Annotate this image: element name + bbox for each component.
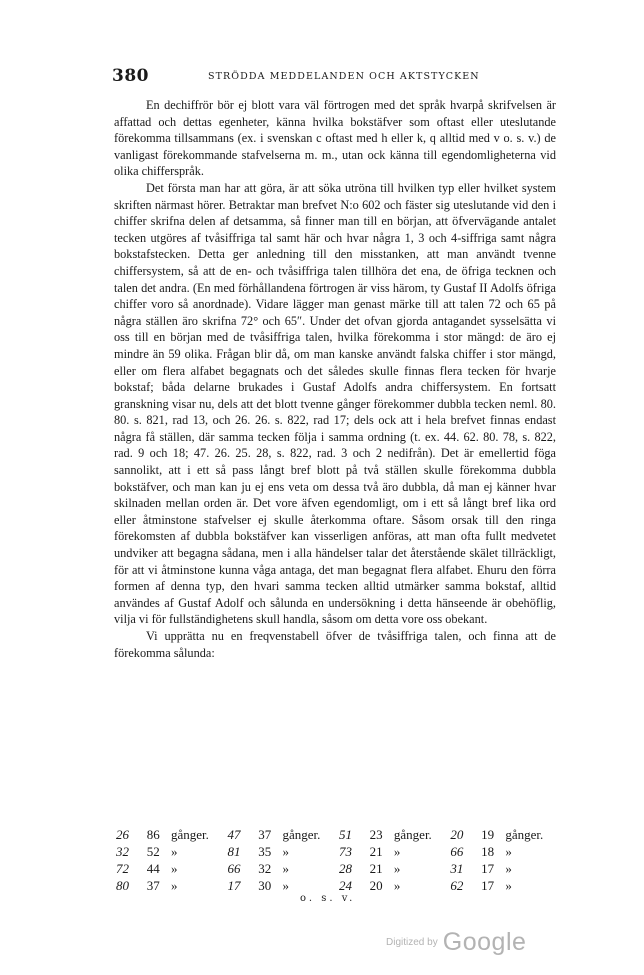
cipher-code: 26 bbox=[116, 826, 129, 842]
frequency-table bbox=[114, 826, 560, 894]
cipher-unit: » bbox=[170, 860, 178, 876]
cipher-unit: » bbox=[505, 877, 512, 893]
cipher-count: 37 bbox=[146, 877, 160, 893]
cipher-unit: » bbox=[393, 877, 401, 893]
cipher-unit: » bbox=[170, 877, 178, 893]
cipher-unit: gånger. bbox=[170, 826, 209, 842]
cipher-count: 21 bbox=[369, 860, 383, 876]
watermark-brand: Google bbox=[442, 928, 527, 956]
cipher-unit: » bbox=[505, 843, 512, 859]
table-row bbox=[114, 843, 560, 860]
cipher-unit: » bbox=[393, 843, 401, 859]
cipher-code: 72 bbox=[116, 860, 129, 876]
cipher-unit: » bbox=[282, 843, 289, 859]
cipher-code: 62 bbox=[450, 877, 464, 893]
paragraph-frequency-intro: Vi upprätta nu en freqvenstabell öfver de tvåsiffriga talen, och finna att de förekomma sålunda: bbox=[114, 629, 556, 660]
cipher-count: 17 bbox=[481, 860, 495, 876]
table-row bbox=[114, 826, 560, 843]
cipher-count: 32 bbox=[258, 860, 272, 876]
cipher-count: 21 bbox=[369, 843, 383, 859]
cipher-code: 17 bbox=[227, 877, 241, 893]
paragraph-analysis: Det första man har att göra, är att söka utröna till hvilken typ eller hvilket system skriften närmast hörer. Betraktar man brefvet N:o 602 och fäster sig uteslutande vid den i chiffer skrifna delen af detsamma, så finner man till en början, att öfvervägande antalet tecken utgöres af tvåsiffriga tal samt här och hvar några 1, 3 och 4-siffriga samt några bokstafstecken. Detta ger anledning till den misstanken, att man användt tvenne chiffersystem, så att de en- och tvåsiffriga talen tillhöra det ena, de öfriga tecknen och talen det andra. (En med förhållandena förtrogen är viss härom, ty Gustaf II Adolfs öfriga chiffer voro så anordnade). Vidare lägger man genast märke till att talen 72 och 65 på några ställen äro skrifna 72° och 65″. Under det ofvan gjorda antagandet sysselsätta vi oss till en början med de tvåsiffriga talen, hvilka förekomma i stor mängd: de äro ej mindre än 59 olika. Frågan blir då, om man kanske användt falska chiffer i stor mängd, eller om flera alfabet begagnats och det således skulle finnas flera tecken för hvarje bokstaf; båda delarne brukades i Gustaf Adolfs andra chiffersystem. En fortsatt granskning visar nu, dels att det blott tvenne gånger förekommer dubbla tecken neml. 80. 80. s. 821, rad 13, och 26. 26. s. 822, rad 17; dels ock att i hela brefvet finnas endast några få ställen, där samma tecken följa i samma ordning (t. ex. 44. 62. 80. 78, s. 822, rad. 9 och 18; 47. 26. 25. 28, s. 822, rad. 3 och 2 nedifrån). Det är emellertid föga sannolikt, att i ett så pass långt bref blott på två ställen skulle förekomma dubbla bokstäfver, och man kan ju ej ens veta om dessa två äro dubbla, då man ej känner hvar skilnaden mellan orden är. Det vore äfven egendomligt, om i ett så långt bref lika ord eller åtminstone stafvelser ej skulle återkomma oftare. Såsom orsak till den ringa förekomsten af dubbla bokstäfver kan visserligen anföras, att man ofta fullt medvetet undviker att begagna sådana, men i alla händelser talar det återstående skälet tillräckligt, för att vi åtminstone kunna våga antaga, det man begagnat flera alfabet. Ehuru den förra formen af denna typ, den hvari samma tecken alltid utmärker samma bokstaf, alltid användes af Gustaf Adolf och sålunda en undersökning i detta hänseende är obehöflig, vilja vi för fullständighetens skull handla, såsom om detta vore oss obekant. bbox=[114, 180, 556, 627]
cipher-count: 30 bbox=[258, 877, 272, 893]
running-head: STRÖDDA MEDDELANDEN OCH AKTSTYCKEN bbox=[208, 71, 480, 82]
cipher-count: 35 bbox=[258, 843, 272, 859]
cipher-unit: » bbox=[170, 843, 178, 859]
cipher-unit: gånger. bbox=[505, 826, 544, 842]
google-watermark bbox=[386, 928, 526, 957]
cipher-code: 31 bbox=[450, 860, 464, 876]
page-number: 380 bbox=[112, 66, 149, 86]
cipher-count: 20 bbox=[369, 877, 383, 893]
page-header bbox=[112, 66, 554, 86]
cipher-code: 47 bbox=[227, 826, 241, 842]
table-row bbox=[114, 860, 560, 877]
cipher-count: 52 bbox=[146, 843, 160, 859]
cipher-count: 17 bbox=[481, 877, 495, 893]
cipher-code: 66 bbox=[227, 860, 241, 876]
cipher-count: 86 bbox=[146, 826, 160, 842]
body-text bbox=[114, 97, 556, 661]
frequency-table-body bbox=[114, 826, 560, 894]
cipher-unit: » bbox=[505, 860, 512, 876]
paragraph-dechiffror: En dechiffrör bör ej blott vara väl förtrogen med det språk hvarpå skrifvelsen är affattad och dettas egenheter, känna hvilka bokstäfver som oftast eller uteslutande förekomma tillsammans (ex. i svenskan c oftast med h eller k, q alltid med v o. s. v.) de vanligast förekommande stafvelserna m. m., utan ock känna till egendomligheterna vid olika chifferspråk. bbox=[114, 98, 556, 179]
cipher-unit: » bbox=[393, 860, 401, 876]
cipher-count: 18 bbox=[481, 843, 495, 859]
cipher-code: 51 bbox=[338, 826, 352, 842]
table-row bbox=[114, 877, 560, 894]
cipher-unit: gånger. bbox=[393, 826, 432, 842]
osv-note: o. s. v. bbox=[300, 893, 356, 904]
cipher-code: 32 bbox=[116, 843, 129, 859]
cipher-code: 24 bbox=[338, 877, 352, 893]
cipher-unit: gånger. bbox=[282, 826, 321, 842]
cipher-count: 23 bbox=[369, 826, 383, 842]
cipher-count: 19 bbox=[481, 826, 495, 842]
cipher-code: 66 bbox=[450, 843, 464, 859]
cipher-unit: » bbox=[282, 860, 289, 876]
watermark-prefix: Digitized by bbox=[386, 937, 438, 948]
cipher-code: 73 bbox=[338, 843, 352, 859]
cipher-unit: » bbox=[282, 877, 289, 893]
cipher-count: 37 bbox=[258, 826, 272, 842]
cipher-code: 81 bbox=[227, 843, 241, 859]
cipher-code: 20 bbox=[450, 826, 464, 842]
cipher-code: 28 bbox=[338, 860, 352, 876]
cipher-count: 44 bbox=[146, 860, 160, 876]
cipher-code: 80 bbox=[116, 877, 129, 893]
